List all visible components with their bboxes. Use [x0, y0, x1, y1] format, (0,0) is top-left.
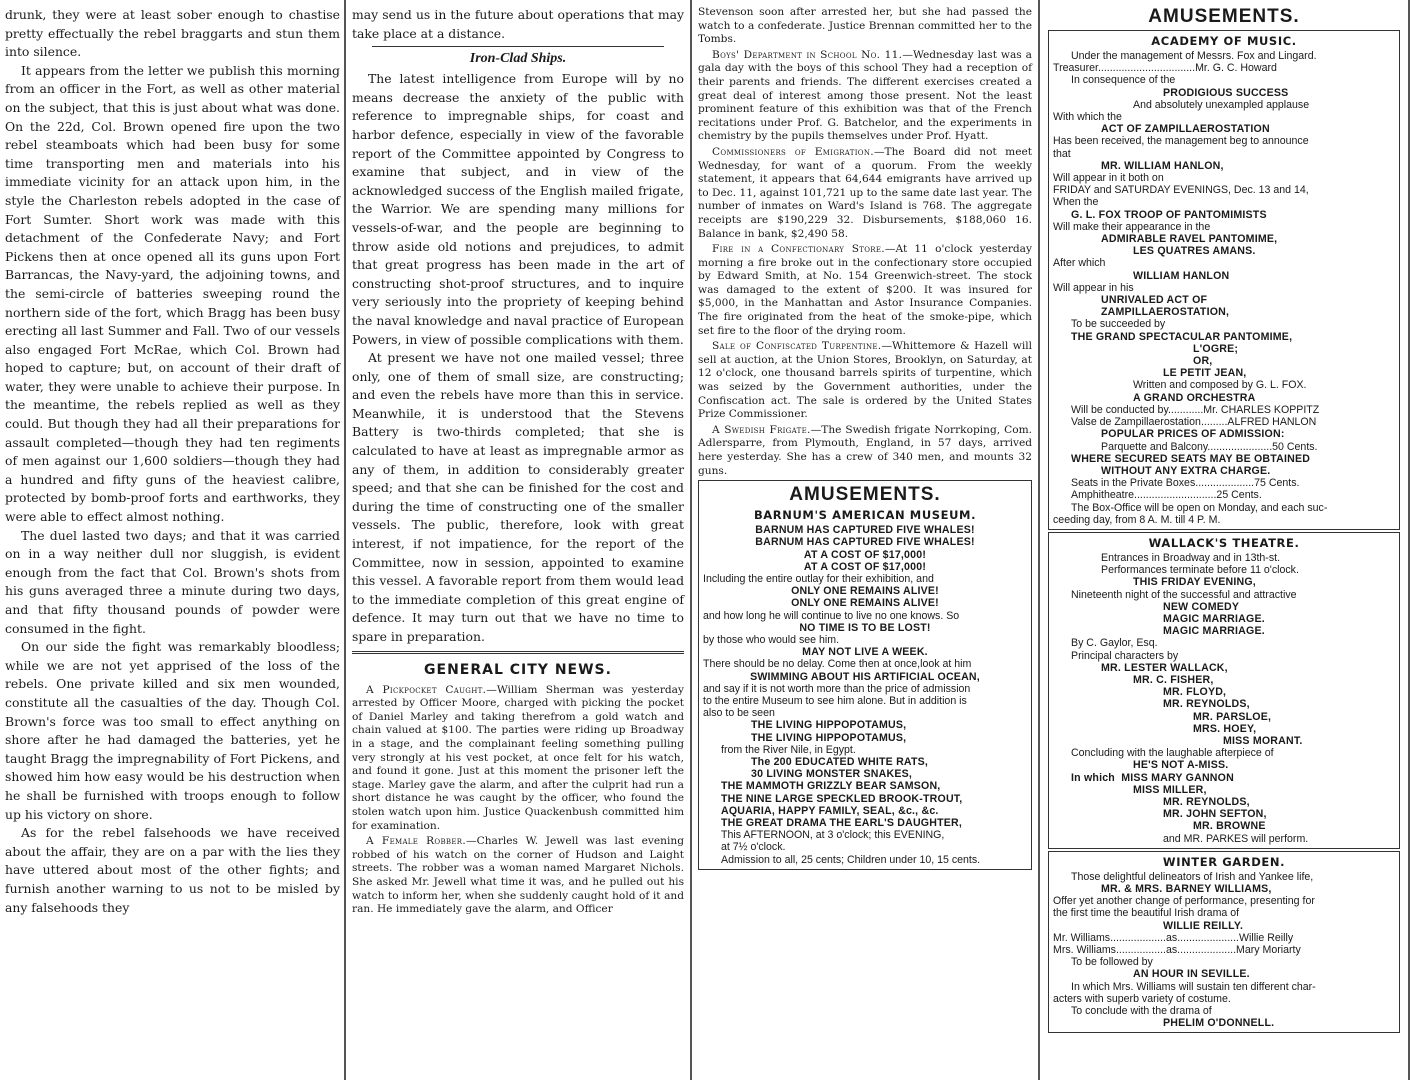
news-item-head: Fire in a Confectionary Store.	[712, 243, 885, 256]
ad-line: Will be conducted by............Mr. CHARLES KOPPITZ	[1071, 403, 1320, 416]
ad-line: Mrs. Williams.................as....................Mary Moriarty	[1053, 944, 1301, 957]
ad-line: MISS MILLER,	[1133, 783, 1207, 796]
news-item-text: —Wednesday last was a gala day with the boys of this school They had a reception of their parents and friends. The different exercises created a great deal of interest among those present. Not the least prominent feature of this exhibition was that of the French recitations under Prof. G. Batchelor, and the experiments in chemistry by the pupils themselves under Prof. Hyatt.	[698, 48, 1032, 143]
ad-line: Amphitheatre............................25 Cents.	[1071, 489, 1262, 502]
city-news-heading: GENERAL CITY NEWS.	[424, 661, 612, 678]
ad-line: Valse de Zampillaerostation.........ALFRED HANLON	[1071, 416, 1317, 429]
ad-line: WILLIE REILLY.	[1163, 919, 1244, 932]
ad-line: AN HOUR IN SEVILLE.	[1133, 968, 1250, 981]
ad-line: UNRIVALED ACT OF	[1101, 294, 1208, 307]
news-item	[698, 424, 1032, 478]
ad-line: AQUARIA, HAPPY FAMILY, SEAL, &c., &c.	[721, 804, 939, 817]
ad-line: also to be seen	[703, 707, 775, 720]
news-item	[698, 146, 1032, 241]
ad-line: ACT OF ZAMPILLAEROSTATION	[1101, 123, 1270, 136]
ad-line: MAGIC MARRIAGE.	[1163, 612, 1265, 625]
ad-line: When the	[1053, 196, 1099, 209]
ad-line: WHERE SECURED SEATS MAY BE OBTAINED	[1071, 452, 1311, 465]
wallack-name: WALLACK'S THEATRE.	[1148, 535, 1300, 550]
ad-line: ONLY ONE REMAINS ALIVE!	[791, 597, 939, 610]
ad-line: There should be no delay. Come then at once,look at him	[703, 658, 972, 671]
winter-garden-ad-box	[1048, 851, 1400, 1034]
news-item	[698, 340, 1032, 422]
ad-line: LES QUATRES AMANS.	[1133, 245, 1256, 258]
news-item-head: Boys' Department in School No. 11.	[712, 48, 903, 61]
ad-line: Under the management of Messrs. Fox and Lingard.	[1071, 50, 1317, 62]
ad-line: Offer yet another change of performance, presenting for	[1053, 895, 1315, 908]
ad-line: MR. JOHN SEFTON,	[1163, 808, 1267, 821]
ad-line: Will appear in his	[1053, 281, 1134, 294]
ad-line: Performances terminate before 11 o'clock.	[1101, 564, 1299, 577]
paragraph: drunk, they were at least sober enough to chastise pretty effectually the rebel braggarts and stun them into silence.	[5, 7, 340, 60]
ad-line: WILLIAM HANLON	[1133, 269, 1230, 282]
ad-line: Will appear in it both on	[1053, 172, 1164, 185]
barnum-ad	[703, 524, 1027, 866]
wallack-ad-box	[1048, 532, 1400, 849]
ad-line: THE LIVING HIPPOPOTAMUS,	[751, 731, 907, 744]
city-news-list	[352, 684, 684, 917]
ad-line: Will make their appearance in the	[1053, 220, 1211, 233]
ad-line: NEW COMEDY	[1163, 600, 1240, 613]
ad-line: HE'S NOT A-MISS.	[1133, 759, 1229, 772]
divider	[372, 46, 664, 47]
paragraph: The latest intelligence from Europe will by no means decrease the anxiety of the public with reference to impregnable ships, for coast and harbor defence, especially in view of the favorable report of the Committee appointed by Congress to examine that subject, and in view of the acknowledged success of the English mailed frigate, the Warrior. We are spending many millions for vessels-of-war, and the people are beginning to throw aside old notions and prejudices, to admit that great progress has been made in the art of constructing shot-proof structures, and to inquire very seriously into the propriety of keeping behind the naval knowledge and naval practice of European Powers, in view of possible complications with them.	[352, 71, 684, 347]
ad-line: The 200 EDUCATED WHITE RATS,	[751, 756, 929, 769]
ad-line: ADMIRABLE RAVEL PANTOMIME,	[1101, 233, 1278, 246]
ad-line: MR. & MRS. BARNEY WILLIAMS,	[1101, 883, 1272, 895]
ad-line: THE NINE LARGE SPECKLED BROOK-TROUT,	[721, 792, 963, 805]
ad-line: ONLY ONE REMAINS ALIVE!	[791, 585, 939, 598]
ad-line: and say if it is not worth more than the price of admission	[703, 682, 971, 695]
ad-line: L'OGRE;	[1193, 342, 1239, 355]
news-item-head: Sale of Confiscated Turpentine.	[712, 340, 882, 353]
ad-line: Entrances in Broadway and in 13th-st.	[1101, 551, 1281, 564]
ad-line: G. L. FOX TROOP OF PANTOMIMISTS	[1071, 208, 1267, 221]
news-item	[698, 49, 1032, 144]
ironclad-article	[352, 70, 684, 646]
ad-line: at 7½ o'clock.	[721, 841, 786, 854]
ad-line: Seats in the Private Boxes....................75 Cents.	[1071, 477, 1300, 490]
ad-line: BARNUM HAS CAPTURED FIVE WHALES!	[755, 536, 975, 549]
news-item-text: —The Board did not meet Wednesday, for want of a quorum. From the weekly statement, it appears that 64,644 emigrants have arrived up to Dec. 11, against 101,721 up to the same date last year. The number of inmates on Ward's Island is 768. The aggregate receipts are $190,229 32. Disbursements, $188,060 16. Balance in bank, $2,490 58.	[698, 145, 1032, 240]
ad-line: By C. Gaylor, Esq.	[1071, 637, 1158, 650]
ad-line: Principal characters by	[1071, 649, 1179, 662]
ad-line: AT A COST OF $17,000!	[803, 560, 927, 573]
lead-in-text: may send us in the future about operations that may take place at a distance.	[352, 7, 684, 41]
ad-line: Treasurer.................................Mr. G. C. Howard	[1053, 62, 1277, 75]
column-2	[344, 0, 690, 1080]
paragraph: It appears from the letter we publish this morning from an officer in the Fort, as well as other material on the subject, that this is just about what was done. On the 22d, Col. Brown opened fire upon the two rebel steamboats which had been busy for some time transporting men and materials into his immediate vicinity for an attack upon him, in the style the Charleston rebels adopted in the case of Fort Sumter. Short work was made with this detachment of the Confederate Navy; and Fort Pickens then at once opened all its guns upon Fort Barrancas, the Navy-yard, the adjoining towns, and the semi-circle of batteries sweeping round the northern side of the fort, which Bragg has been busy erecting all last Summer and Fall. Two of our vessels also engaged Fort McRae, which Col. Brown had hoped to capture; but, on account of their draft of water, they were unable to achieve their purpose. In the meantime, the rebels replied as well as they could. But though they had all their preparations for assault completed—though they had ten regiments of men against our 1,600 soldiers—though they had a hundred and fifty guns of the heaviest calibre, protected by bomb-proof forts and earthworks, they were able to effect almost nothing.	[5, 62, 340, 525]
ad-line: Those delightful delineators of Irish and Yankee life,	[1071, 870, 1314, 883]
ad-line: THIS FRIDAY EVENING,	[1133, 576, 1256, 589]
ad-line: OR,	[1193, 355, 1213, 368]
ad-line: to the entire Museum to see him alone. But in addition is	[703, 695, 967, 708]
ad-line: With which the	[1053, 111, 1122, 124]
editorial-fort-pickens	[5, 6, 340, 917]
ad-line: After which	[1053, 257, 1106, 270]
paragraph: At present we have not one mailed vessel; three only, one of them of small size, are constructing; and even the rebels have more than this in service. Meanwhile, it is understood that the Stevens Battery is two-thirds completed; that she is calculated to have at least as impregnable armor as any of them, in addition to considerably greater speed; and that she can be finished for the cost and during the time of constructing one of the smaller vessels. The public, therefore, look with great interest, if not impatience, for the report of the Committee, now in session, appointed to examine this vessel. A favorable report from them would lead to the immediate completion of this great engine of defence. It may turn out that we have no time to spare in preparation.	[352, 350, 684, 644]
ad-line: THE GRAND SPECTACULAR PANTOMIME,	[1071, 330, 1293, 343]
ad-line: A GRAND ORCHESTRA	[1133, 391, 1256, 404]
ad-line: by those who would see him.	[703, 634, 840, 647]
amusements-heading: AMUSEMENTS.	[789, 484, 941, 506]
ad-line: This AFTERNOON, at 3 o'clock; this EVENING,	[721, 829, 945, 842]
ad-line: Has been received, the management beg to announce	[1053, 135, 1309, 148]
winter-garden-name: WINTER GARDEN.	[1162, 854, 1286, 869]
ad-line: MR. REYNOLDS,	[1163, 795, 1250, 808]
ad-line: MR. REYNOLDS,	[1163, 698, 1250, 711]
news-item-head: A Female Robber.	[366, 835, 466, 848]
column-4	[1038, 0, 1410, 1080]
ad-line: ceeding day, from 8 A. M. till 4 P. M.	[1053, 513, 1221, 526]
ad-line: PHELIM O'DONNELL.	[1163, 1017, 1275, 1030]
news-item-text: —The Swedish frigate Norrkoping, Com. Adlersparre, from Plymouth, England, in 57 days, arrived here yesterday. She has a crew of 340 men, and mounts 32 guns.	[698, 423, 1033, 477]
lead-in-text: Stevenson soon after arrested her, but she had passed the watch to a confederate. Justice Brennan committed her to the Tombs.	[698, 6, 1032, 46]
paragraph: As for the rebel falsehoods we have received about the affair, they are on a par with the lies they have uttered about most of the other fights; and furnish another warning to us not to be misled by any falsehoods they	[5, 825, 340, 915]
ad-line: AT A COST OF $17,000!	[803, 548, 927, 561]
paragraph: The duel lasted two days; and that it was carried on in a way neither dull nor sluggish, is evident enough from the fact that Col. Brown's shots from his guns averaged three a minute during two days, and that fifty thousand pounds of powder were consumed in the fight.	[5, 527, 340, 636]
ad-line: THE MAMMOTH GRIZZLY BEAR SAMSON,	[721, 780, 941, 793]
ad-line: And absolutely unexampled applause	[1133, 98, 1310, 111]
academy-ad-box	[1048, 30, 1400, 530]
ad-line: FRIDAY and SATURDAY EVENINGS, Dec. 13 and 14,	[1053, 184, 1309, 197]
amusements-heading: AMUSEMENTS.	[1148, 6, 1300, 27]
ad-line: that	[1053, 147, 1071, 160]
news-item-text: —William Sherman was yesterday arrested by Officer Moore, charged with picking the pocket of Daniel Marley and taking therefrom a gold watch and chain valued at $100. The parties were riding up Broadway in a stage, and the complainant feeling something pulling very strongly at his vest pocket, at once felt for his watch, and found it gone. Just at this moment the prisoner left the stage. Marley gave the alarm, and after the culprit had run a short distance he was caught by the officer, who found the stolen watch upon him. Justice Quackenbush committed him for examination.	[352, 683, 684, 832]
ad-line: The Box-Office will be open on Monday, and each suc-	[1071, 501, 1328, 514]
ad-line: SWIMMING ABOUT HIS ARTIFICIAL OCEAN,	[750, 670, 980, 683]
ad-line: WITHOUT ANY EXTRA CHARGE.	[1101, 464, 1271, 477]
academy-name: ACADEMY OF MUSIC.	[1151, 34, 1297, 48]
news-item-text: —Whittemore & Hazell will sell at auction, at the Union Stores, Brooklyn, on Saturday, at 12 o'clock, one thousand barrels spirits of turpentine, which was seized by the Government authorities, under the Confiscation act. The sale is ordered by the United States Prize Commissioner.	[698, 340, 1032, 421]
amusements-box	[698, 480, 1032, 870]
ad-line: LE PETIT JEAN,	[1163, 367, 1247, 380]
news-item	[352, 835, 684, 917]
ad-line: To be followed by	[1071, 956, 1153, 969]
ad-line: In which Mrs. Williams will sustain ten different char-	[1071, 980, 1316, 993]
ad-line: MR. WILLIAM HANLON,	[1101, 159, 1224, 172]
column-1	[0, 0, 344, 1080]
ad-line: 30 LIVING MONSTER SNAKES,	[751, 768, 912, 781]
ad-line: from the River Nile, in Egypt.	[721, 743, 856, 756]
wallack-ad	[1053, 552, 1395, 845]
ad-line: Nineteenth night of the successful and attractive	[1071, 588, 1297, 601]
ad-line: acters with superb variety of costume.	[1053, 992, 1231, 1005]
ad-line: THE GREAT DRAMA THE EARL'S DAUGHTER,	[721, 817, 963, 830]
ad-line: MR. BROWNE	[1193, 820, 1266, 833]
news-item	[698, 243, 1032, 338]
ad-line: MR. FLOYD,	[1163, 686, 1227, 699]
column-3	[690, 0, 1038, 1080]
ad-line: To be succeeded by	[1071, 318, 1166, 331]
ad-line: Including the entire outlay for their exhibition, and	[703, 573, 934, 585]
ad-line: the first time the beautiful Irish drama of	[1053, 907, 1240, 920]
ad-line: Concluding with the laughable afterpiece of	[1071, 747, 1274, 760]
ad-line: Written and composed by G. L. FOX.	[1133, 379, 1307, 392]
news-item-head: A Pickpocket Caught.	[366, 683, 487, 696]
ad-line: MR. LESTER WALLACK,	[1101, 661, 1228, 674]
ad-line: MAGIC MARRIAGE.	[1163, 625, 1265, 638]
news-item-text: —At 11 o'clock yesterday morning a fire broke out in the confectionary store occupied by Edward Smith, at No. 154 Greenwich-street. The stock was damaged to the extent of $200. It was insured for $5,000, in the Manhattan and Astor Insurance Companies. The fire originated from the heat of the smoke-pipe, which set fire to the floor of the drying room.	[698, 243, 1032, 337]
ad-line: NO TIME IS TO BE LOST!	[799, 621, 931, 634]
ad-line: MR. C. FISHER,	[1133, 673, 1214, 686]
ad-line: THE LIVING HIPPOPOTAMUS,	[751, 719, 907, 732]
news-item-head: A Swedish Frigate.	[712, 423, 811, 436]
ad-line: To conclude with the drama of	[1071, 1005, 1212, 1018]
academy-ad	[1053, 50, 1395, 526]
ad-line: In consequence of the	[1071, 74, 1176, 87]
ad-line: and MR. PARKES will perform.	[1163, 832, 1309, 845]
news-item-text: —Charles W. Jewell was last evening robbed of his watch on the corner of Hudson and Laight streets. The robber was a woman named Margaret Nichols. She asked Mr. Jewell what time it was, and he pulled out his watch to inform her, when she suddenly caught hold of it and ran. He immediately gave the alarm, and Officer	[352, 835, 684, 916]
ad-line: MAY NOT LIVE A WEEK.	[802, 646, 928, 659]
ironclad-heading: Iron-Clad Ships.	[469, 51, 567, 67]
ad-line: and how long he will continue to live no one knows. So	[703, 609, 960, 622]
barnum-museum-name: BARNUM'S AMERICAN MUSEUM.	[753, 508, 977, 523]
ad-line: Admission to all, 25 cents; Children under 10, 15 cents.	[721, 853, 981, 866]
news-item-head: Commissioners of Emigration.	[712, 145, 874, 158]
winter-garden-ad	[1053, 871, 1395, 1030]
city-news-continued	[698, 6, 1032, 478]
ad-line: BARNUM HAS CAPTURED FIVE WHALES!	[755, 524, 975, 537]
ad-line: In which MISS MARY GANNON	[1071, 771, 1234, 784]
ad-line: POPULAR PRICES OF ADMISSION:	[1101, 428, 1285, 441]
ad-line: MISS MORANT.	[1223, 734, 1303, 747]
paragraph: On our side the fight was remarkably bloodless; while we are not yet apprised of the loss of the rebels. One private killed and six men wounded, constitute all the casualties of the day. Though Col. Brown's force was too small to effect anything on shore after he had damaged the batteries, yet he taught Bragg the impregnability of Fort Pickens, and showed him how easy would be his destruction when he shall be furnished with troops enough to follow up his victory on shore.	[5, 639, 340, 822]
ad-line: MRS. HOEY,	[1193, 722, 1257, 735]
ad-line: MR. PARSLOE,	[1193, 710, 1272, 723]
divider	[352, 651, 684, 654]
ad-line: ZAMPILLAEROSTATION,	[1101, 306, 1230, 319]
ad-line: Parquette and Balcony......................50 Cents.	[1101, 440, 1318, 453]
news-item	[352, 684, 684, 834]
ad-line: PRODIGIOUS SUCCESS	[1163, 86, 1289, 99]
ad-line: Mr. Williams...................as.....................Willie Reilly	[1053, 931, 1294, 944]
